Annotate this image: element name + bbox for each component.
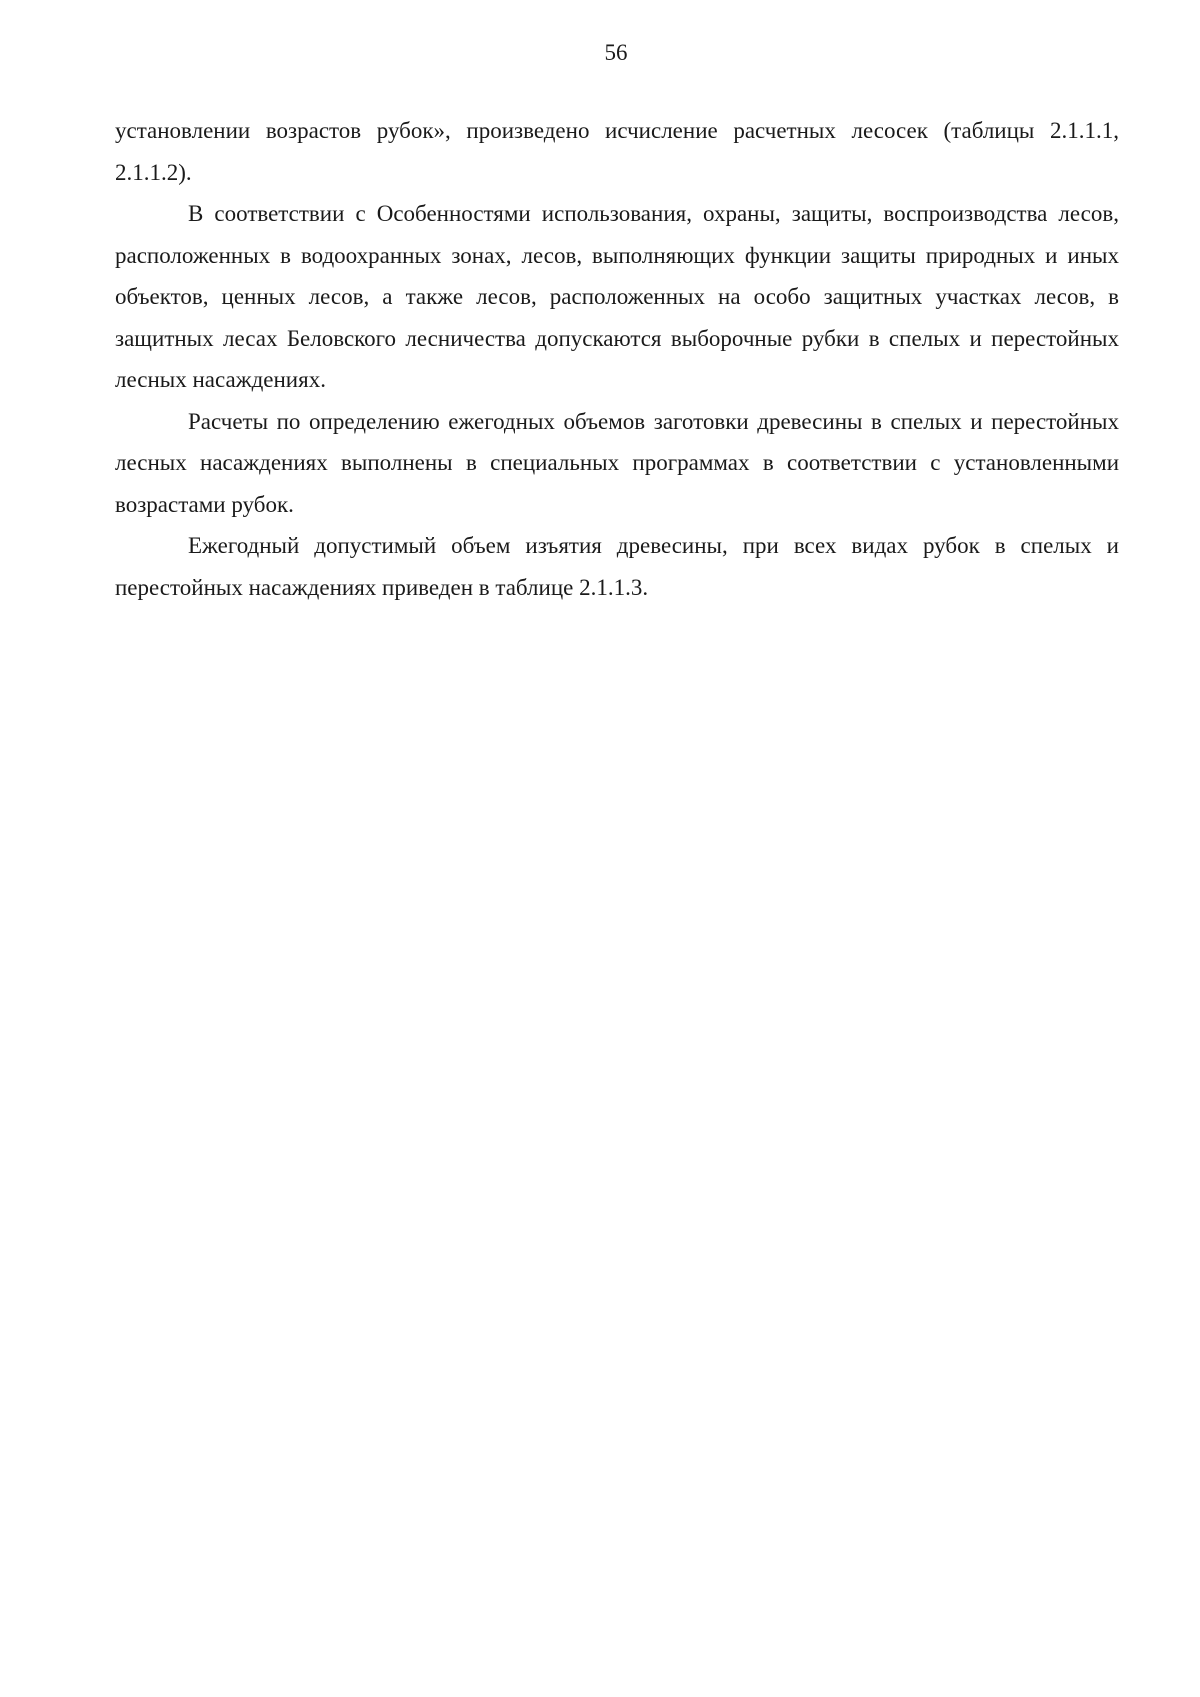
page-number: 56 <box>604 40 628 65</box>
paragraph-continuation: установлении возрастов рубок», произведено исчисление расчетных лесосек (таблицы 2.1.1.1, 2.1.1.2). <box>115 118 1119 185</box>
paragraph-calculations: Расчеты по определению ежегодных объемов заготовки древесины в спелых и перестойных лесных насаждениях выполнены в специальных программах в соответствии с установленными возрастами рубок. <box>115 408 1119 517</box>
paragraph-forest-use-features: В соответствии с Особенностями использования, охраны, защиты, воспроизводства лесов, расположенных в водоохранных зонах, лесов, выполняющих функции защиты природных и иных объектов, ценных лесов, а также лесов, расположенных на особо защитных участках лесов, в защитных лесах Беловского лесничества допускаются выборочные рубки в спелых и перестойных лесных насаждениях. <box>115 201 1119 392</box>
paragraph-annual-volume: Ежегодный допустимый объем изъятия древесины, при всех видах рубок в спелых и перестойных насаждениях приведен в таблице 2.1.1.3. <box>115 533 1119 600</box>
body-text <box>115 110 1119 608</box>
